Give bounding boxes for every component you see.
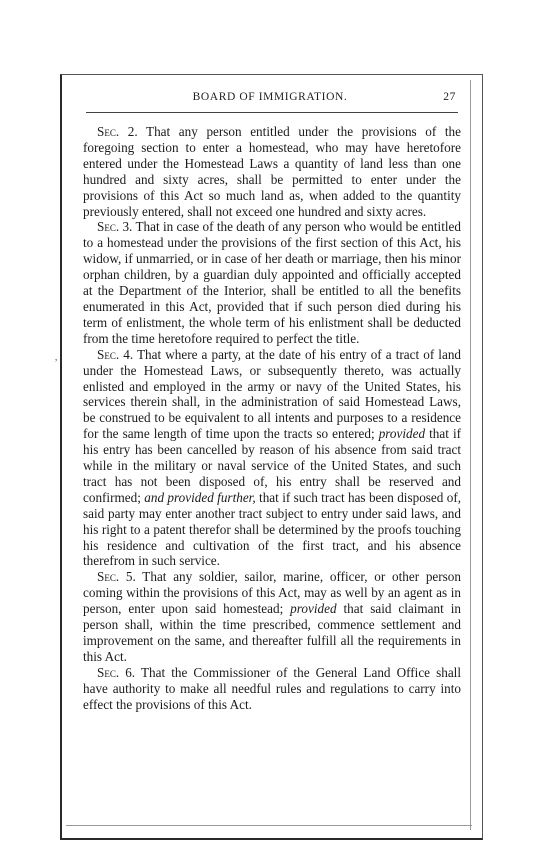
page-border-inner-bottom — [66, 825, 472, 826]
margin-mark: , — [55, 352, 58, 362]
header-rule — [86, 112, 458, 113]
page-border-inner-right — [470, 80, 471, 830]
section-5 — [83, 569, 461, 664]
section-label: Sec. 5. — [97, 569, 136, 585]
running-title: BOARD OF IMMIGRATION. — [192, 91, 348, 103]
section-text: That in case of the death of any person who would be entitled to a homestead under the provisions of the first section of this Act, his widow, if unmarried, or in case of her death or marriage, then his minor orphan children, by a guardian duly appointed and officially accepted at the Department of the Interior, shall be entitled to all the benefits enumerated in this Act, provided that if such person died during his term of enlistment, the whole term of his enlistment shall be deducted from the time heretofore required to perfect the title. — [83, 219, 461, 346]
italic-term: and provided further, — [144, 489, 256, 505]
section-2 — [83, 124, 461, 219]
section-text: that if his entry has been cancelled by reason of his absence from said tract while in the military or naval service of the United States, and such tract has not been disposed of, his entry shall be reserved and confirmed; — [83, 426, 461, 505]
section-label: Sec. 3. — [97, 219, 133, 235]
section-label: Sec. 4. — [97, 346, 134, 362]
italic-term: provided — [290, 601, 337, 617]
section-text: That where a party, at the date of his entry of a tract of land under the Homestead Laws, or subsequently thereto, was actually enlisted and employed in the army or navy of the United States, his services therein shall, in the administration of said Homestead Laws, be construed to be equivalent to all intents and purposes to a residence for the same length of time upon the tracts so entered; — [83, 346, 462, 442]
section-4 — [83, 347, 461, 570]
section-6 — [83, 665, 461, 713]
section-text: that said claimant in person shall, within the time prescribed, commence settlement and improvement on the same, and thereafter fulfill all the requirements in this Act. — [83, 601, 461, 664]
italic-term: provided — [378, 426, 426, 442]
section-text: That any soldier, sailor, marine, officer, or other person coming within the provisions of this Act, may as well by an agent as in person, enter upon said homestead; — [83, 569, 461, 617]
section-label: Sec. 6. — [97, 664, 136, 680]
section-text: That the Commissioner of the General Land Office shall have authority to make all needful rules and regulations to carry into effect the provisions of this Act. — [83, 664, 462, 712]
section-label: Sec. 2. — [97, 124, 138, 139]
page-body — [83, 124, 461, 713]
section-text: That any person entitled under the provisions of the foregoing section to enter a homestead, who may have heretofore entered under the Homestead Laws a quantity of land less than one hundred and sixty acres, shall be permitted to enter under the provisions of this Act so much land as, when added to the quantity previously entered, shall not exceed one hundred and sixty acres. — [83, 124, 461, 219]
running-header — [84, 91, 456, 109]
section-3 — [83, 219, 461, 346]
page-number: 27 — [443, 91, 456, 103]
section-text: that if such tract has been disposed of, said party may enter another tract subject to entry under said laws, and his right to a patent therefor shall be determined by the proofs touching his residence and cultivation of the first tract, and his absence therefrom in such service. — [83, 489, 462, 569]
